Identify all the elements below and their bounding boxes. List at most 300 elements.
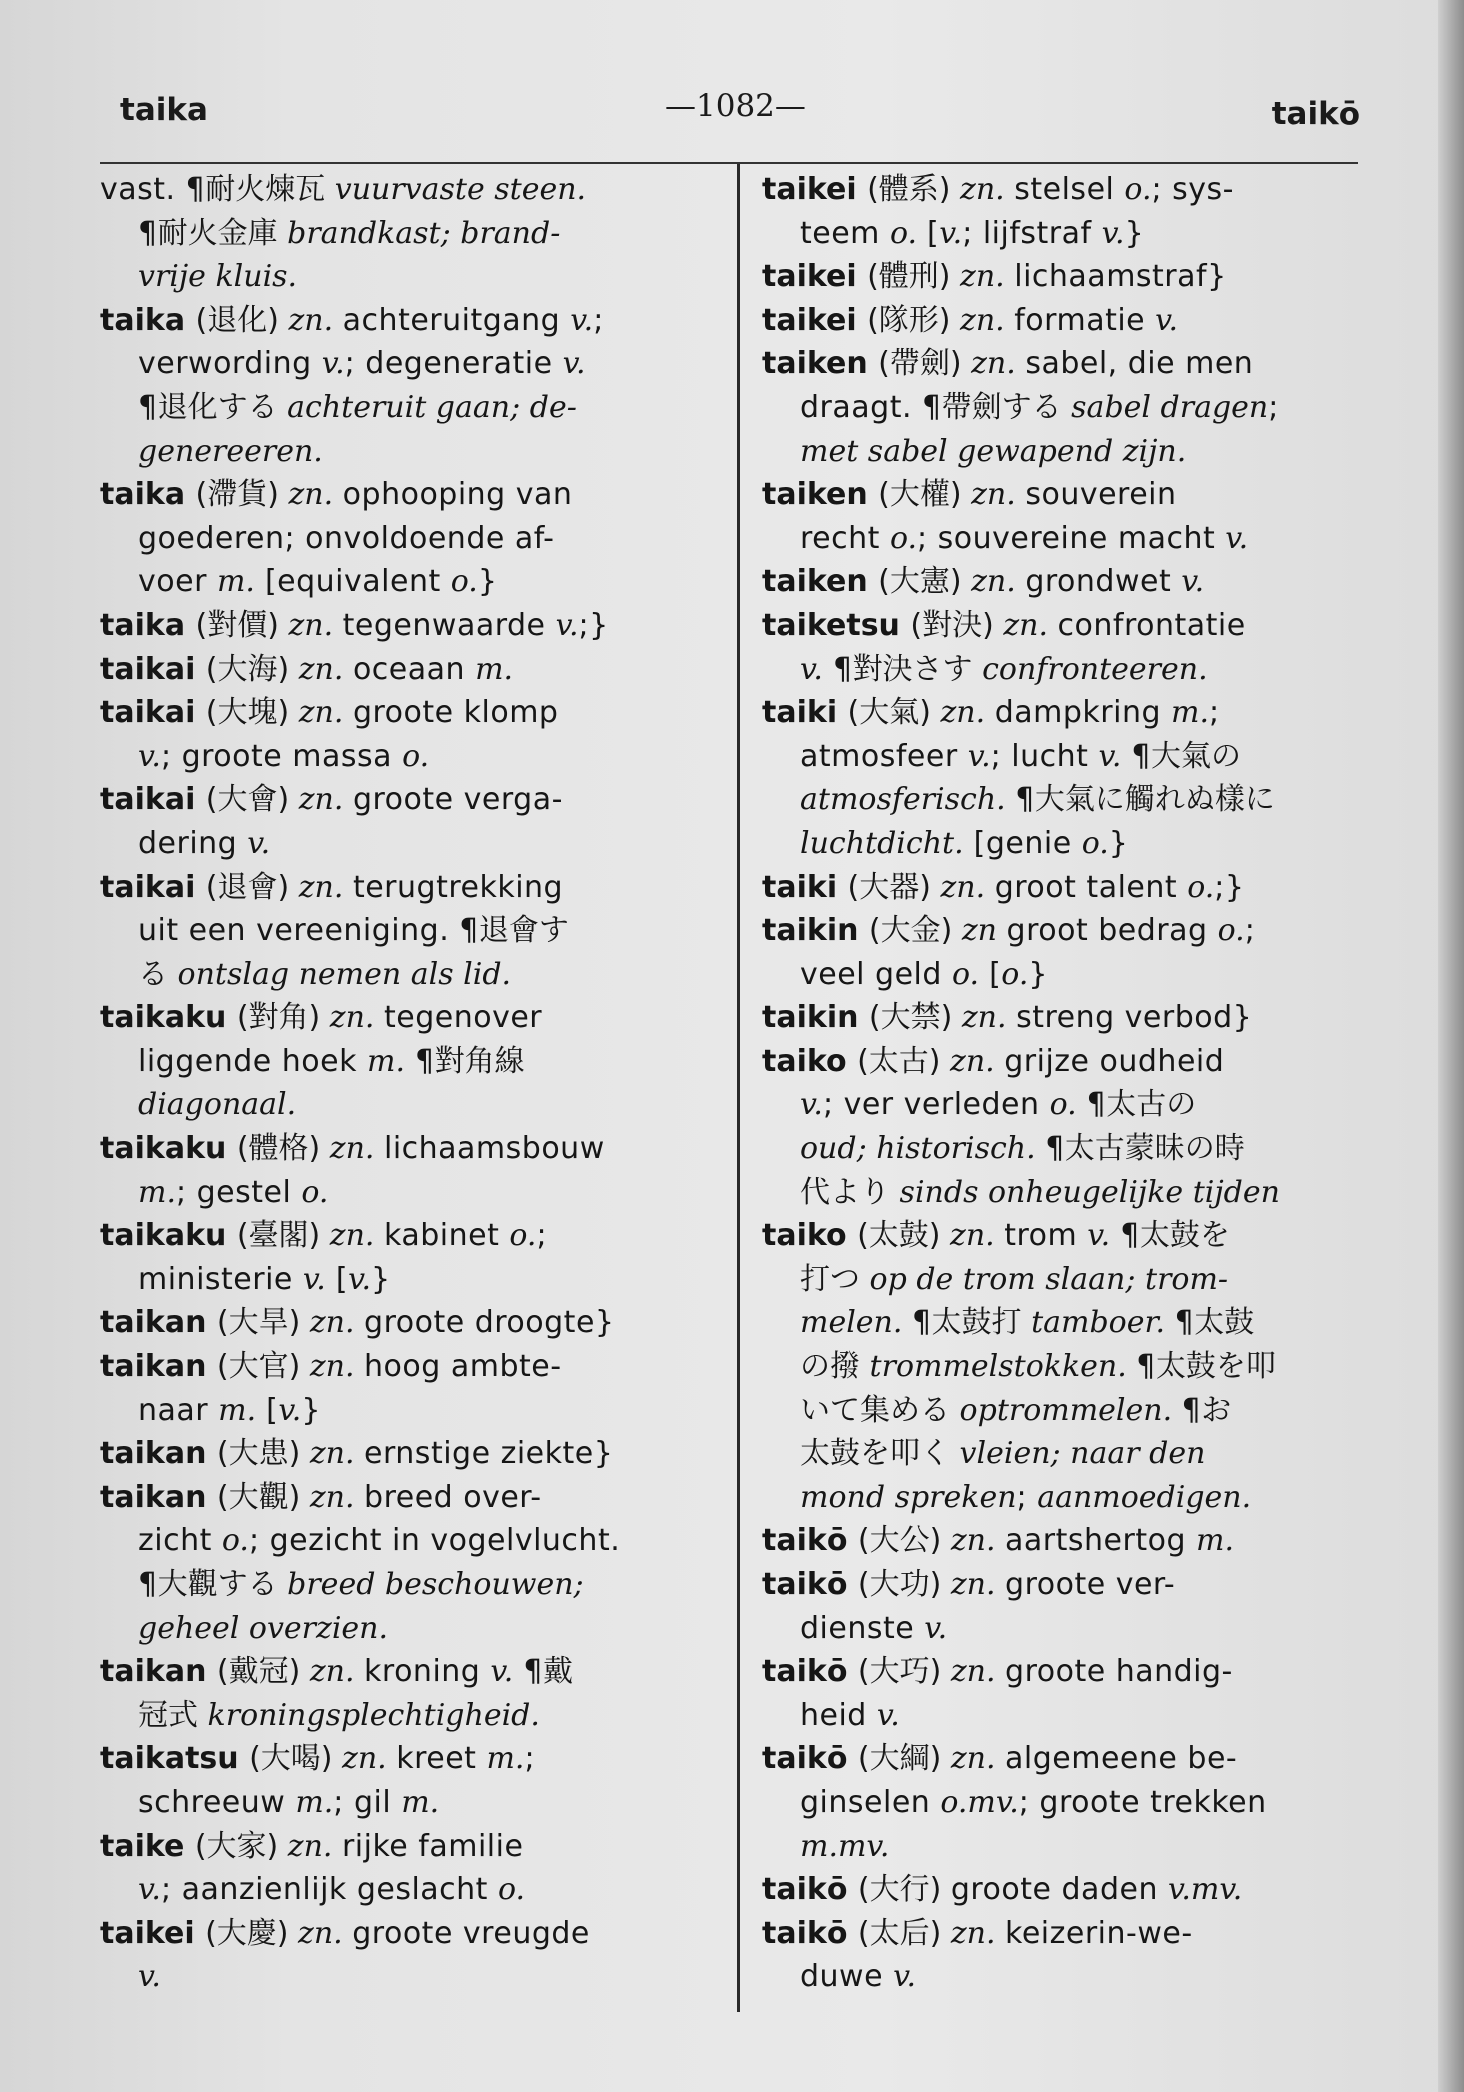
gender-marker: v. [939, 215, 963, 251]
italic-phrase: op de trom slaan; trom- [869, 1261, 1229, 1297]
entry-line [100, 1825, 715, 1869]
kanji-text: (太古) [857, 1043, 951, 1079]
kanji-text: 太鼓を叩 [1155, 1349, 1276, 1385]
gender-marker: v. [924, 1610, 948, 1646]
kanji-text: 對角線 [434, 1043, 525, 1079]
gender-marker: m. [367, 1043, 405, 1079]
gender-marker: m. [1196, 1523, 1235, 1559]
headword: taikō [762, 1654, 858, 1690]
definition-text: } [301, 1392, 321, 1428]
gender-marker: zn. [950, 1043, 1005, 1079]
entry-line [100, 1432, 715, 1476]
definition-text: } [477, 564, 498, 600]
dictionary-entry [762, 691, 1372, 865]
definition-text: oceaan [352, 651, 476, 687]
definition-text: [ [917, 215, 940, 251]
dictionary-entry [762, 473, 1372, 560]
kanji-text: の撥 [800, 1349, 870, 1385]
kanji-text: (太鼓) [857, 1218, 951, 1254]
kanji-text: 耐火金庫 [157, 215, 288, 251]
gender-marker: o. [221, 1523, 249, 1559]
gender-marker: v. [247, 825, 271, 861]
kanji-text: (大巧) [857, 1654, 951, 1690]
entry-line [762, 691, 1372, 735]
kanji-text: 大氣に觸れぬ樣に [1034, 782, 1275, 818]
entry-line [762, 996, 1372, 1040]
definition-text: ; [1016, 1479, 1038, 1515]
kanji-text: (大慶) [205, 1915, 299, 1951]
definition-text: ; ver verleden [822, 1087, 1050, 1123]
definition-text: ¶ [1121, 738, 1152, 774]
dictionary-entry [762, 996, 1372, 1040]
kanji-text: (大觀) [216, 1479, 310, 1515]
definition-text: [ [325, 1261, 349, 1297]
gender-marker: o. [509, 1218, 537, 1254]
definition-text: teem [800, 215, 890, 251]
kanji-text: 打つ [800, 1261, 870, 1297]
italic-phrase: atmosferisch. [800, 782, 1016, 818]
headword: taikin [762, 1000, 869, 1036]
kanji-text: (大憲) [878, 564, 972, 600]
gender-marker: zn. [950, 1741, 1006, 1777]
kanji-text: 太鼓 [1194, 1305, 1255, 1341]
gender-marker: v. [800, 651, 823, 687]
gender-marker: m. [486, 1741, 525, 1777]
entry-line [762, 386, 1372, 430]
definition-text: recht [800, 520, 890, 556]
headword: taikatsu [100, 1741, 250, 1777]
entry-line [100, 866, 715, 910]
kanji-text: (大氣) [847, 695, 941, 731]
dictionary-entry [762, 1912, 1372, 1999]
entry-line [762, 1476, 1372, 1520]
headword: taiken [762, 477, 879, 513]
headword: taikei [762, 259, 868, 295]
definition-text: hoog ambte- [364, 1349, 562, 1385]
gender-marker: o. [1124, 172, 1152, 207]
italic-phrase: trommelstokken. [869, 1349, 1137, 1385]
entry-line [762, 1345, 1372, 1389]
headword: taikai [100, 782, 206, 818]
kanji-text: (太后) [857, 1915, 951, 1951]
gender-marker: zn. [329, 1131, 384, 1167]
definition-text: [ [979, 956, 1002, 992]
headword: taika [100, 477, 196, 513]
entry-line [762, 1519, 1372, 1563]
gender-marker: zn. [329, 1000, 384, 1036]
headword: taikō [762, 1872, 858, 1908]
kanji-text: 大觀する [157, 1567, 288, 1602]
kanji-text: (大塊) [205, 695, 299, 731]
entry-line [762, 1214, 1372, 1258]
dictionary-entry [762, 299, 1372, 343]
italic-phrase: ontslag nemen als lid. [177, 956, 512, 992]
entry-line [762, 1737, 1372, 1781]
headword: taiken [762, 564, 879, 600]
headword: taikan [100, 1349, 217, 1385]
definition-text: ; [1244, 913, 1256, 949]
headword: taikaku [100, 1131, 237, 1167]
gender-marker: v. [1087, 1218, 1111, 1254]
headword: taikō [762, 1567, 858, 1602]
definition-text: verwording [138, 346, 322, 382]
definition-text: grijze oudheid [1004, 1043, 1225, 1079]
definition-text: ; gezicht in vogelvlucht. [248, 1523, 621, 1559]
gender-marker: v. [138, 1959, 161, 1995]
gender-marker: v. [562, 346, 586, 382]
headword: taikō [762, 1915, 858, 1951]
definition-text: groote droogte} [364, 1305, 615, 1341]
headword: taikan [100, 1436, 217, 1472]
italic-phrase: tamboer. [1031, 1305, 1175, 1341]
kanji-text: (大家) [194, 1828, 288, 1864]
entry-line [762, 953, 1372, 997]
dictionary-entry [762, 342, 1372, 473]
kanji-text: (體刑) [867, 259, 961, 295]
entry-line [100, 517, 715, 561]
italic-phrase: met sabel gewapend zijn. [800, 433, 1187, 469]
gender-marker: zn. [960, 302, 1015, 338]
entry-line [762, 1912, 1372, 1956]
entry-line [100, 691, 715, 735]
headword: taikai [100, 651, 206, 687]
definition-text: schreeuw [138, 1784, 296, 1820]
definition-text: ;} [1214, 869, 1245, 905]
kanji-text: 冠式 [138, 1697, 208, 1733]
gender-marker: o.mv. [940, 1784, 1019, 1820]
headword: taikaku [100, 1218, 237, 1254]
definition-text: ¶ [1181, 1392, 1202, 1428]
definition-text: naar [138, 1392, 219, 1428]
kanji-text: 對決さす [852, 651, 983, 687]
gender-marker: v. [1225, 520, 1249, 556]
gender-marker: o. [497, 1872, 526, 1908]
headword: taikei [762, 172, 868, 207]
dictionary-entry [762, 604, 1372, 691]
gender-marker: zn. [950, 1654, 1006, 1690]
kanji-text: 太鼓を叩く [800, 1436, 960, 1472]
entry-line [762, 1607, 1372, 1651]
entry-line [762, 648, 1372, 692]
gender-marker: o. [1217, 913, 1245, 949]
entry-line [100, 1345, 715, 1389]
gender-marker: v. [1101, 215, 1125, 251]
headword: taike [100, 1828, 195, 1864]
headword: taikan [100, 1305, 217, 1341]
entry-line [762, 517, 1372, 561]
italic-phrase: vleien; naar den [959, 1436, 1206, 1472]
gender-marker: zn. [298, 869, 353, 905]
dictionary-entry [100, 1432, 715, 1476]
entry-line [762, 168, 1372, 212]
definition-text: } [371, 1261, 391, 1297]
gender-marker: zn. [298, 1915, 353, 1951]
gender-marker: zn. [971, 564, 1026, 600]
entry-line [762, 1650, 1372, 1694]
italic-phrase: kroningsplechtigheid. [207, 1697, 540, 1733]
entry-line [762, 473, 1372, 517]
definition-text: confrontatie [1057, 607, 1246, 643]
kanji-text: (大金) [868, 913, 962, 949]
headword: taika [100, 302, 196, 338]
dictionary-entry [762, 1737, 1372, 1868]
kanji-text: (隊形) [867, 302, 961, 338]
definition-text: ¶ [138, 389, 158, 425]
gender-marker: m. [1171, 695, 1210, 731]
definition-text: keizerin-we- [1005, 1915, 1193, 1951]
definition-text: } [1124, 215, 1145, 251]
entry-line [762, 1955, 1372, 1999]
dictionary-entry [100, 1825, 715, 1912]
dictionary-entry [762, 1868, 1372, 1912]
dictionary-entry [100, 778, 715, 865]
kanji-text: (對角) [236, 1000, 330, 1036]
entry-line [762, 1694, 1372, 1738]
entry-line [100, 1389, 715, 1433]
definition-text: ¶ [1136, 1349, 1156, 1385]
kanji-text: (大公) [857, 1523, 951, 1559]
kanji-text: 帶劍する [941, 389, 1072, 425]
definition-text: ; groote trekken [1018, 1784, 1267, 1820]
entry-line [100, 1563, 715, 1607]
entry-line [100, 1650, 715, 1694]
gender-marker: zn. [961, 1000, 1017, 1036]
entry-line [100, 1955, 715, 1999]
definition-text: ; [1209, 695, 1220, 731]
italic-phrase: diagonaal. [138, 1087, 297, 1123]
entry-line [762, 1171, 1372, 1215]
kanji-text: (大患) [216, 1436, 310, 1472]
definition-text: groote klomp [352, 695, 559, 731]
definition-text: algemeene be- [1005, 1741, 1238, 1777]
definition-text: ¶ [138, 215, 158, 251]
kanji-text: お [1201, 1392, 1232, 1428]
gender-marker: zn. [288, 607, 343, 643]
definition-text: ernstige ziekte} [364, 1436, 614, 1472]
gender-marker: v. [278, 1392, 302, 1428]
definition-text: groote vreugde [352, 1915, 590, 1951]
italic-phrase: luchtdicht. [800, 825, 964, 861]
entry-line [100, 1607, 715, 1651]
gender-marker: v. [800, 1087, 823, 1123]
definition-text: groot talent [994, 869, 1188, 905]
entry-line [100, 1127, 715, 1171]
gender-marker: zn. [950, 1915, 1006, 1951]
definition-text: heid [800, 1697, 877, 1733]
definition-text: ophooping van [342, 477, 573, 513]
entry-line [100, 822, 715, 866]
gender-marker: zn. [309, 1654, 365, 1690]
kanji-text: (大行) [857, 1872, 951, 1908]
gender-marker: zn. [940, 869, 995, 905]
entry-line [762, 1301, 1372, 1345]
dictionary-entry [100, 996, 715, 1127]
entry-line [762, 1825, 1372, 1869]
kanji-text: (大功) [857, 1567, 951, 1602]
dictionary-entry [100, 1650, 715, 1737]
gender-marker: v. [967, 738, 991, 774]
kanji-text: (大禁) [868, 1000, 962, 1036]
definition-text: ¶ [1045, 1131, 1065, 1167]
definition-text: groote handig- [1005, 1654, 1233, 1690]
definition-text: duwe [800, 1959, 894, 1995]
gender-marker: zn. [309, 1305, 365, 1341]
definition-text: ¶ [1110, 1218, 1140, 1254]
kanji-text: (體系) [867, 172, 961, 207]
gender-marker: zn. [971, 477, 1026, 513]
kanji-text: (大綱) [857, 1741, 951, 1777]
gender-marker: zn. [287, 1828, 342, 1864]
kanji-text: いて集める [800, 1392, 960, 1428]
headword: taikai [100, 695, 206, 731]
headword: taiki [762, 695, 848, 731]
definition-text: ; lijfstraf [962, 215, 1102, 251]
definition-text: groote ver- [1005, 1567, 1176, 1602]
kanji-text: (體格) [236, 1131, 330, 1167]
entry-line [762, 212, 1372, 256]
kanji-text: 太古蒙昧の時 [1064, 1131, 1245, 1167]
dictionary-entry [100, 648, 715, 692]
gender-marker: m. [295, 1784, 334, 1820]
definition-text: dering [138, 825, 248, 861]
entry-line [762, 822, 1372, 866]
kanji-text: (大海) [205, 651, 299, 687]
headword: taiketsu [762, 607, 911, 643]
entry-line [100, 1781, 715, 1825]
headword: taiko [762, 1043, 858, 1079]
definition-text: ¶ [513, 1654, 543, 1690]
entry-line [762, 255, 1372, 299]
gender-marker: m. [401, 1784, 440, 1820]
entry-line [762, 604, 1372, 648]
gender-marker: o. [1187, 869, 1215, 905]
kanji-text: (戴冠) [216, 1654, 310, 1690]
definition-text: uit een vereeniging. ¶ [138, 913, 479, 949]
entry-line [100, 1214, 715, 1258]
gender-marker: v. [893, 1959, 917, 1995]
gender-marker: m.mv. [800, 1828, 890, 1864]
definition-text: achteruitgang [342, 302, 571, 338]
entry-line [100, 1040, 715, 1084]
gender-marker: v. [1155, 302, 1179, 338]
entry-line [762, 560, 1372, 604]
entry-line [100, 1258, 715, 1302]
dictionary-entry [762, 866, 1372, 910]
definition-text: lichaamsbouw [383, 1131, 605, 1167]
entry-line [100, 212, 715, 256]
italic-phrase: melen. [800, 1305, 912, 1341]
entry-line [100, 1737, 715, 1781]
kanji-text: 太鼓打 [931, 1305, 1032, 1341]
entry-line [100, 778, 715, 822]
kanji-text: (大器) [847, 869, 941, 905]
dictionary-entry [762, 255, 1372, 299]
gender-marker: zn. [329, 1218, 384, 1254]
definition-text: ¶ [404, 1043, 435, 1079]
definition-text: trom [1004, 1218, 1088, 1254]
italic-phrase: genereeren. [138, 433, 323, 469]
dictionary-entry [762, 1650, 1372, 1737]
gender-marker: zn. [309, 1479, 365, 1515]
gender-marker: m. [138, 1174, 176, 1210]
entry-line [762, 1432, 1372, 1476]
kanji-text: (大官) [216, 1349, 310, 1385]
kanji-text: 耐火煉瓦 [205, 172, 335, 207]
italic-phrase: geheel overzien. [138, 1610, 389, 1646]
gender-marker: v. [490, 1654, 514, 1690]
kanji-text: 退會す [478, 913, 569, 949]
dictionary-entry [100, 1214, 715, 1301]
entry-line [762, 1389, 1372, 1433]
kanji-text: (對決) [910, 607, 1004, 643]
gender-marker: zn [961, 913, 1007, 949]
definition-text: ; sys- [1151, 172, 1234, 207]
header-rule [100, 162, 1358, 164]
gender-marker: zn. [298, 782, 353, 818]
entry-line [100, 996, 715, 1040]
headword: taikaku [100, 1000, 237, 1036]
definition-text: vast. ¶ [100, 172, 206, 207]
definition-text: goederen; onvoldoende af- [138, 520, 555, 556]
italic-phrase: sinds onheugelijke tijden [899, 1174, 1280, 1210]
definition-text: ; [593, 302, 604, 338]
definition-text: ; lucht [990, 738, 1099, 774]
entry-line [100, 473, 715, 517]
dictionary-entry [100, 1345, 715, 1432]
headword: taikei [100, 1915, 206, 1951]
gender-marker: zn. [342, 1741, 397, 1777]
entry-line [100, 560, 715, 604]
gender-marker: zn. [940, 695, 995, 731]
right-column [762, 168, 1372, 1999]
entry-line [100, 1694, 715, 1738]
entry-line [100, 604, 715, 648]
dictionary-entry [100, 1127, 715, 1214]
entry-line [762, 909, 1372, 953]
entry-line [100, 1083, 715, 1127]
column-divider [737, 164, 740, 2012]
dictionary-entry [100, 299, 715, 473]
definition-text: draagt. ¶ [800, 389, 942, 425]
definition-text: ;} [578, 607, 609, 643]
definition-text: ¶ [1174, 1305, 1195, 1341]
headword: taikai [100, 869, 206, 905]
entry-line [762, 866, 1372, 910]
gender-marker: o. [951, 956, 980, 992]
definition-text: ; degeneratie [344, 346, 563, 382]
gender-marker: zn. [288, 477, 343, 513]
dictionary-entry [762, 168, 1372, 255]
gender-marker: o. [450, 564, 478, 600]
headword: taikei [762, 302, 868, 338]
entry-line [100, 1171, 715, 1215]
definition-text: groote daden [950, 1872, 1168, 1908]
definition-text: ; [536, 1218, 548, 1254]
gender-marker: o. [1049, 1087, 1077, 1123]
definition-text: dienste [800, 1610, 925, 1646]
gender-marker: o. [889, 520, 918, 556]
definition-text: ; [524, 1741, 536, 1777]
gender-marker: m. [216, 564, 255, 600]
kanji-text: 太鼓を [1139, 1218, 1230, 1254]
gender-marker: zn. [1003, 607, 1058, 643]
definition-text: voer [138, 564, 217, 600]
kanji-text: (臺閣) [236, 1218, 330, 1254]
gender-marker: zn. [309, 1436, 365, 1472]
gender-marker: o. [1081, 825, 1109, 861]
definition-text: ; souvereine macht [917, 520, 1226, 556]
definition-text: ¶ [911, 1305, 932, 1341]
